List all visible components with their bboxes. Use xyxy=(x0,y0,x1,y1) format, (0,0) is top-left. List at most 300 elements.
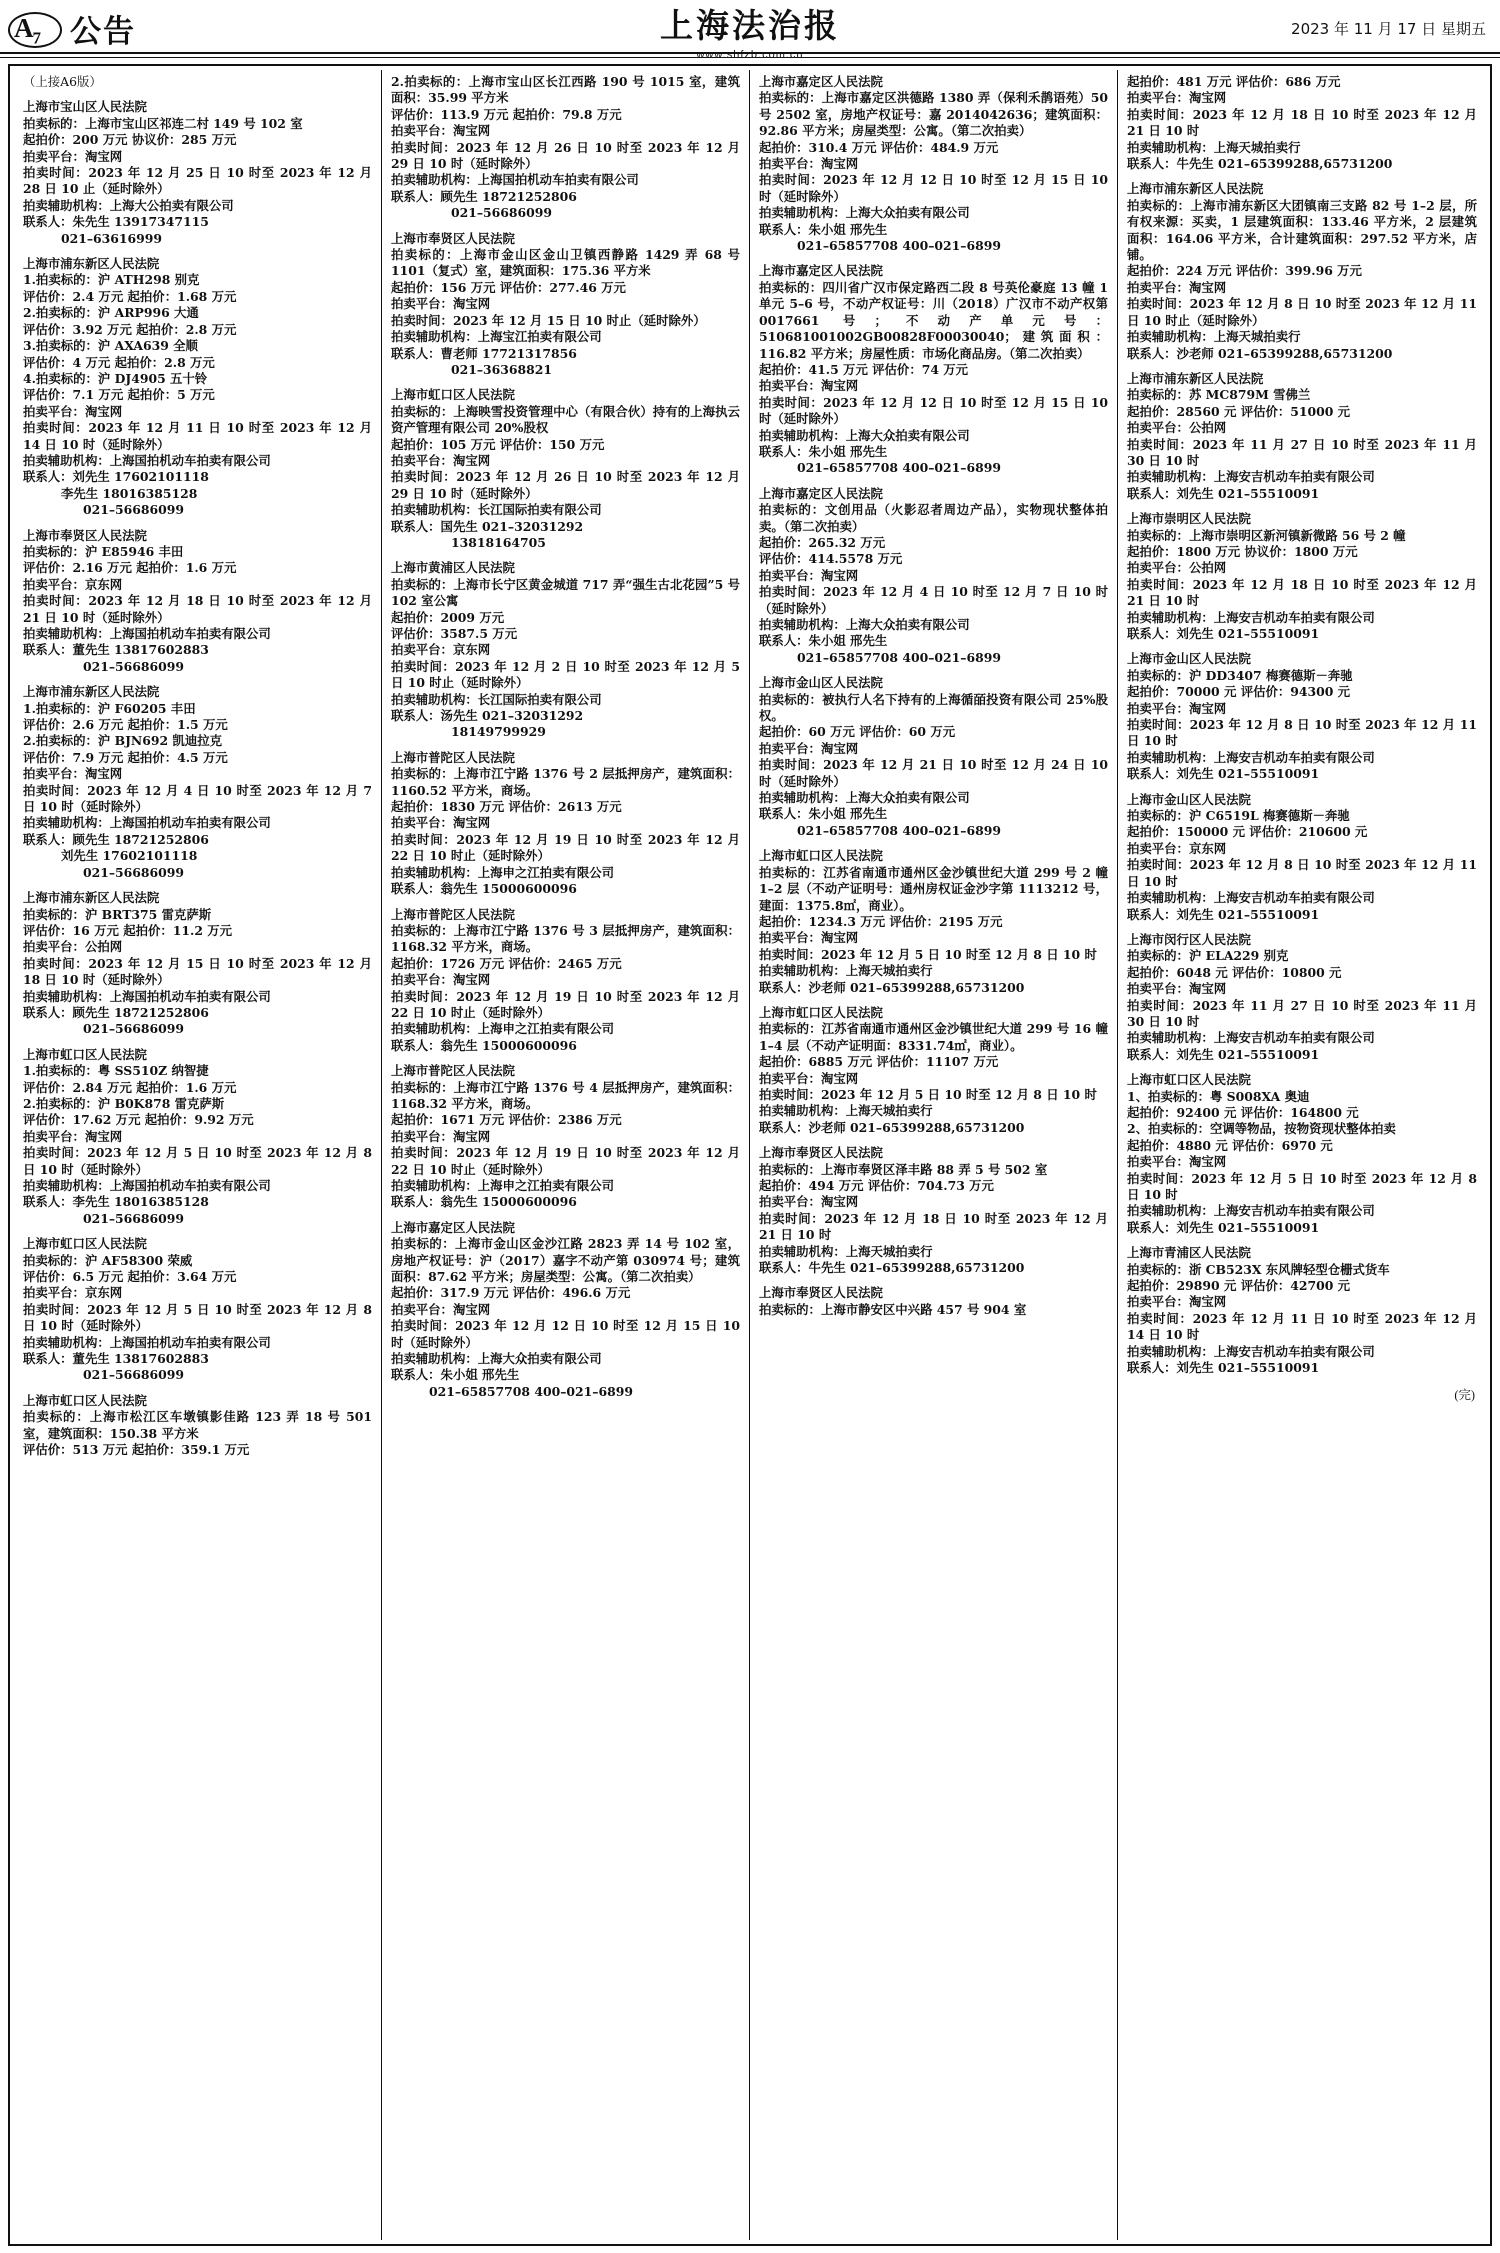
notice-line: 拍卖辅助机构：上海安吉机动车拍卖有限公司 xyxy=(1127,609,1375,625)
notice-line: 拍卖平台：淘宝网 xyxy=(391,452,491,468)
notice-column xyxy=(750,70,1118,2240)
notice-line: 拍卖辅助机构：上海申之江拍卖有限公司 xyxy=(391,1021,615,1037)
notice-line: 拍卖辅助机构：上海天城拍卖行 xyxy=(1127,329,1301,345)
notice-line: 拍卖平台：京东网 xyxy=(23,576,123,592)
notice-heading: 上海市普陀区人民法院 xyxy=(391,1063,515,1079)
notice-line: 拍卖辅助机构：上海国拍机动车拍卖有限公司 xyxy=(391,172,639,188)
notice-line: 拍卖时间：2023 年 12 月 21 日 10 时至 12 月 24 日 10 时（延时除外） xyxy=(759,757,1108,789)
auction-notice xyxy=(23,1047,372,1227)
notice-column xyxy=(14,70,382,2240)
notice-line: 拍卖平台：淘宝网 xyxy=(1127,981,1227,997)
notice-heading: 上海市虹口区人民法院 xyxy=(23,1392,147,1408)
notice-line: 评估价：2.4 万元 起拍价：1.68 万元 xyxy=(23,288,237,304)
notice-line: 拍卖辅助机构：上海大众拍卖有限公司 xyxy=(391,1351,602,1367)
notice-line: 拍卖辅助机构：上海国拍机动车拍卖有限公司 xyxy=(23,1178,271,1193)
notice-line: 1.拍卖标的：沪 F60205 丰田 xyxy=(23,700,196,716)
notice-line: 拍卖标的：四川省广汉市保定路西二段 8 号英伦豪庭 13 幢 1 单元 5–6 号，不动产权证号：川（2018）广汉市不动产权第 0017661 号；不动产单元号：510681001002GB00828F00030040；建筑面积：116.82 平方米；房屋性质：市场化商品房。（第二次拍卖） xyxy=(759,279,1108,361)
notice-line: 评估价：2.16 万元 起拍价：1.6 万元 xyxy=(23,560,237,576)
notice-line: 拍卖时间：2023 年 12 月 19 日 10 时至 2023 年 12 月 22 日 10 时止（延时除外） xyxy=(391,1145,740,1177)
notice-line: 拍卖标的：沪 AF58300 荣威 xyxy=(23,1252,193,1268)
notice-line: 拍卖平台：淘宝网 xyxy=(391,972,491,988)
notice-heading: 上海市闵行区人民法院 xyxy=(1127,931,1251,947)
notice-line: 评估价：2.84 万元 起拍价：1.6 万元 xyxy=(23,1079,237,1095)
notice-line: 拍卖标的：上海市金山区金沙江路 2823 弄 14 号 102 室，房地产权证号：沪（2017）嘉字不动产第 030974 号；建筑面积：87.62 平方米；房屋类型：公寓。（第二次拍卖） xyxy=(391,1236,740,1285)
notice-line: 拍卖时间：2023 年 12 月 12 日 10 时至 12 月 15 日 10 时（延时除外） xyxy=(759,394,1108,427)
notice-line: 拍卖时间：2023 年 12 月 11 日 10 时至 2023 年 12 月 14 日 10 时 xyxy=(1127,1310,1477,1343)
auction-notice xyxy=(391,560,740,740)
notice-line: 联系人：翁先生 15000600096 xyxy=(391,881,577,897)
paper-name: 上海法治报 xyxy=(660,6,840,45)
auction-notice xyxy=(1127,651,1477,782)
notice-line: 拍卖辅助机构：上海大众拍卖有限公司 xyxy=(759,205,970,221)
notice-line: 2.拍卖标的：沪 B0K878 雷克萨斯 xyxy=(23,1095,225,1111)
notice-line: 拍卖平台：淘宝网 xyxy=(759,1070,859,1086)
notice-line: 起拍价：29890 元 评估价：42700 元 xyxy=(1127,1278,1351,1294)
notice-line: 拍卖时间：2023 年 12 月 18 日 10 时至 2023 年 12 月 21 日 10 时 xyxy=(759,1210,1108,1243)
notice-line: 拍卖时间：2023 年 12 月 5 日 10 时至 12 月 8 日 10 时 xyxy=(759,946,1097,962)
notice-heading: 上海市奉贤区人民法院 xyxy=(23,527,147,543)
notice-line: 拍卖平台：淘宝网 xyxy=(1127,279,1227,295)
notice-line: 起拍价：105 万元 评估价：150 万元 xyxy=(391,436,605,452)
content-frame xyxy=(8,64,1492,2246)
notice-line: 拍卖辅助机构：长江国际拍卖有限公司 xyxy=(391,691,602,707)
notice-line: 起拍价：4880 元 评估价：6970 元 xyxy=(1127,1137,1333,1153)
notice-line: 18149799929 xyxy=(451,724,546,740)
notice-line: 拍卖平台：淘宝网 xyxy=(1127,700,1227,716)
notice-line: 起拍价：28560 元 评估价：51000 元 xyxy=(1127,403,1351,419)
notice-line: 联系人：国先生 021–32031292 xyxy=(391,518,584,534)
notice-line: 2、拍卖标的：空调等物品，按物资现状整体拍卖 xyxy=(1127,1121,1396,1137)
notice-heading: 上海市浦东新区人民法院 xyxy=(23,256,160,272)
masthead-left xyxy=(0,0,136,51)
notice-line: 评估价：3.92 万元 起拍价：2.8 万元 xyxy=(23,321,237,337)
notice-heading: 上海市金山区人民法院 xyxy=(1127,651,1251,667)
notice-heading: 上海市嘉定区人民法院 xyxy=(759,263,883,279)
auction-notice xyxy=(23,528,372,676)
notice-heading: 上海市嘉定区人民法院 xyxy=(391,1219,515,1235)
notice-heading: 上海市虹口区人民法院 xyxy=(391,387,515,403)
notice-line: 拍卖平台：公拍网 xyxy=(1127,560,1227,576)
notice-line: 拍卖辅助机构：上海申之江拍卖有限公司 xyxy=(391,864,615,880)
notice-line: 拍卖辅助机构：上海大众拍卖有限公司 xyxy=(759,790,970,806)
notice-line: 拍卖辅助机构：上海安吉机动车拍卖有限公司 xyxy=(1127,749,1375,765)
notice-line: 1.拍卖标的：沪 ATH298 别克 xyxy=(23,272,200,288)
notice-heading: 上海市嘉定区人民法院 xyxy=(759,485,883,501)
notice-line: 拍卖标的：江苏省南通市通州区金沙镇世纪大道 299 号 16 幢 1–4 层（不动产证明面：8331.74㎡，商业）。 xyxy=(759,1021,1108,1053)
notice-line: 拍卖标的：上海市松江区车墩镇影佳路 123 弄 18 号 501 室，建筑面积：150.38 平方米 xyxy=(23,1409,372,1441)
notice-line: 拍卖平台：京东网 xyxy=(23,1285,123,1301)
notice-line: 拍卖标的：浙 CB523X 东风牌轻型仓栅式货车 xyxy=(1127,1261,1390,1277)
notice-line: 起拍价：6048 元 评估价：10800 元 xyxy=(1127,964,1342,980)
auction-notice xyxy=(1127,181,1477,361)
notice-line: 拍卖平台：淘宝网 xyxy=(759,156,859,172)
notice-line: 李先生 18016385128 xyxy=(61,485,198,501)
auction-notice xyxy=(23,74,372,90)
notice-line: 起拍价：494 万元 评估价：704.73 万元 xyxy=(759,1178,994,1193)
issue-date: 2023 年 11 月 17 日 星期五 xyxy=(1291,20,1486,38)
notice-line: 拍卖平台：淘宝网 xyxy=(759,378,859,394)
notice-line: 拍卖辅助机构：上海天城拍卖行 xyxy=(759,963,933,979)
masthead-rule-thin xyxy=(0,57,1500,58)
notice-line: 拍卖标的：上海市嘉定区洪德路 1380 弄（保利禾鹊语苑）50 号 2502 室，房地产权证号：嘉 2014042636；建筑面积：92.86 平方米；房屋类型：公寓。（第二次拍卖） xyxy=(759,90,1108,139)
auction-notice xyxy=(759,848,1108,996)
notice-line: 拍卖平台：淘宝网 xyxy=(391,1128,491,1144)
notice-line: 拍卖标的：上海映雪投资管理中心（有限合伙）持有的上海执云资产管理有限公司 20%股权 xyxy=(391,403,740,436)
notice-line: 拍卖时间：2023 年 12 月 4 日 10 时至 2023 年 12 月 7 日 10 时（延时除外） xyxy=(23,782,372,815)
notice-line: 联系人：董先生 13817602883 xyxy=(23,642,209,658)
notice-line: 评估价：7.1 万元 起拍价：5 万元 xyxy=(23,387,215,403)
notice-line: 13818164705 xyxy=(451,534,546,550)
auction-notice xyxy=(1127,74,1477,172)
notice-line: 评估价：6.5 万元 起拍价：3.64 万元 xyxy=(23,1269,237,1285)
notice-line: 拍卖辅助机构：上海国拍机动车拍卖有限公司 xyxy=(23,626,271,641)
notice-line: 拍卖平台：京东网 xyxy=(391,642,491,658)
notice-heading: 上海市虹口区人民法院 xyxy=(23,1236,147,1252)
notice-line: 拍卖标的：上海市江宁路 1376 号 3 层抵押房产，建筑面积：1168.32 平方米，商场。 xyxy=(391,922,740,955)
notice-line: 021–56686099 xyxy=(451,205,553,221)
notice-heading: 上海市金山区人民法院 xyxy=(1127,791,1251,807)
notice-line: 拍卖辅助机构：上海国拍机动车拍卖有限公司 xyxy=(23,1334,271,1350)
notice-line: 拍卖平台：淘宝网 xyxy=(23,1128,123,1144)
notice-line: 起拍价：1830 万元 评估价：2613 万元 xyxy=(391,799,622,815)
masthead xyxy=(0,0,1500,62)
notice-line: 联系人：朱小姐 邢先生 xyxy=(759,221,888,237)
auction-notice xyxy=(759,1285,1108,1318)
notice-heading: 上海市金山区人民法院 xyxy=(759,675,883,691)
notice-line: 联系人：刘先生 021–55510091 xyxy=(1127,1219,1320,1235)
notice-line: 拍卖时间：2023 年 12 月 2 日 10 时至 2023 年 12 月 5 日 10 时止（延时除外） xyxy=(391,658,740,691)
notice-heading: 上海市黄浦区人民法院 xyxy=(391,560,515,576)
notice-line: 021–65857708 400–021–6899 xyxy=(797,649,1001,665)
notice-heading: 上海市浦东新区人民法院 xyxy=(1127,181,1264,197)
notice-line: 拍卖标的：上海市江宁路 1376 号 2 层抵押房产，建筑面积：1160.52 平方米，商场。 xyxy=(391,766,740,798)
notice-line: 拍卖辅助机构：上海大众拍卖有限公司 xyxy=(759,427,970,443)
notice-line: 起拍价：310.4 万元 评估价：484.9 万元 xyxy=(759,139,999,155)
notice-line: 评估价：2.6 万元 起拍价：1.5 万元 xyxy=(23,717,228,733)
auction-notice xyxy=(1127,371,1477,502)
notice-line: 3.拍卖标的：沪 AXA639 全顺 xyxy=(23,338,198,354)
notice-line: 拍卖时间：2023 年 12 月 5 日 10 时至 2023 年 12 月 8 日 10 时 xyxy=(1127,1170,1477,1202)
notice-line: 评估价：113.9 万元 起拍价：79.8 万元 xyxy=(391,106,622,122)
auction-notice xyxy=(1127,932,1477,1063)
notice-line: 评估价：414.5578 万元 xyxy=(759,551,903,567)
auction-notice xyxy=(759,74,1108,254)
notice-line: 联系人：顾先生 18721252806 xyxy=(23,1004,209,1020)
notice-line: 拍卖平台：淘宝网 xyxy=(1127,90,1227,106)
notice-line: 联系人：刘先生 021–55510091 xyxy=(1127,485,1320,501)
badge-digit: 7 xyxy=(32,27,40,47)
notice-line: 拍卖辅助机构：上海安吉机动车拍卖有限公司 xyxy=(1127,1030,1375,1046)
notice-line: 拍卖辅助机构：长江国际拍卖有限公司 xyxy=(391,502,602,518)
auction-notice xyxy=(1127,511,1477,642)
notice-line: 联系人：沙老师 021–65399288,65731200 xyxy=(1127,345,1393,361)
notice-line: 起拍价：1726 万元 评估价：2465 万元 xyxy=(391,955,622,971)
notice-line: 021–65857708 400–021–6899 xyxy=(797,822,1001,838)
notice-line: 刘先生 17602101118 xyxy=(61,848,198,864)
notice-line: 拍卖辅助机构：上海大公拍卖有限公司 xyxy=(23,197,234,213)
auction-notice xyxy=(23,1236,372,1384)
notice-line: 拍卖时间：2023 年 12 月 15 日 10 时至 2023 年 12 月 18 日 10 时（延时除外） xyxy=(23,955,372,988)
notice-line: 拍卖标的：上海市静安区中兴路 457 号 904 室 xyxy=(759,1301,1027,1317)
notice-line: 021–56686099 xyxy=(83,1367,185,1383)
notice-line: 拍卖辅助机构：上海天城拍卖行 xyxy=(1127,139,1301,155)
notice-line: 拍卖平台：淘宝网 xyxy=(1127,1154,1227,1170)
masthead-rule xyxy=(0,52,1500,54)
notice-line: 拍卖时间：2023 年 12 月 8 日 10 时至 2023 年 12 月 11 日 10 时 xyxy=(1127,717,1477,749)
auction-notice xyxy=(391,1220,740,1400)
notice-line: 联系人：牛先生 021–65399288,65731200 xyxy=(759,1260,1025,1276)
notice-line: 拍卖辅助机构：上海安吉机动车拍卖有限公司 xyxy=(1127,890,1375,906)
notice-line: 拍卖辅助机构：上海国拍机动车拍卖有限公司 xyxy=(23,452,271,468)
notice-heading: 上海市虹口区人民法院 xyxy=(23,1046,147,1062)
notice-line: 021–56686099 xyxy=(83,864,185,880)
notice-line: 拍卖辅助机构：上海国拍机动车拍卖有限公司 xyxy=(23,988,271,1004)
notice-line: 起拍价：224 万元 评估价：399.96 万元 xyxy=(1127,263,1362,279)
notice-line: 021–36368821 xyxy=(451,361,553,377)
notice-line: 拍卖标的：上海市奉贤区泽丰路 88 弄 5 号 502 室 xyxy=(759,1161,1048,1177)
notice-line: 拍卖辅助机构：上海天城拍卖行 xyxy=(759,1243,933,1259)
notice-line: 拍卖标的：沪 BRT375 雷克萨斯 xyxy=(23,906,212,922)
end-mark: (完) xyxy=(1454,1388,1475,1403)
notice-heading: 上海市普陀区人民法院 xyxy=(391,906,515,922)
notice-line: 拍卖标的：上海市江宁路 1376 号 4 层抵押房产，建筑面积：1168.32 平方米，商场。 xyxy=(391,1079,740,1111)
notice-line: 021–65857708 400–021–6899 xyxy=(429,1383,633,1399)
auction-notice xyxy=(759,263,1108,476)
notice-line: 起拍价：92400 元 评估价：164800 元 xyxy=(1127,1104,1359,1120)
auction-notice xyxy=(759,1145,1108,1276)
section-title: 公告 xyxy=(70,14,136,50)
notice-line: 拍卖辅助机构：上海国拍机动车拍卖有限公司 xyxy=(23,815,271,831)
notice-line: 拍卖时间：2023 年 12 月 18 日 10 时至 2023 年 12 月 21 日 10 时 xyxy=(1127,106,1477,139)
notice-line: 021–63616999 xyxy=(61,230,163,246)
notice-line: 起拍价：200 万元 协议价：285 万元 xyxy=(23,132,237,148)
notice-line: 拍卖标的：沪 DD3407 梅赛德斯－奔驰 xyxy=(1127,667,1353,683)
notice-line: 起拍价：150000 元 评估价：210600 元 xyxy=(1127,824,1368,840)
notice-heading: 上海市浦东新区人民法院 xyxy=(23,890,160,906)
notice-line: 拍卖时间：2023 年 11 月 27 日 10 时至 2023 年 11 月 30 日 10 时 xyxy=(1127,436,1477,468)
notice-line: 拍卖标的：沪 E85946 丰田 xyxy=(23,543,184,559)
notice-line: 拍卖平台：淘宝网 xyxy=(391,123,491,139)
notice-heading: 上海市普陀区人民法院 xyxy=(391,749,515,765)
auction-notice xyxy=(23,1393,372,1459)
notice-line: 拍卖辅助机构：上海天城拍卖行 xyxy=(759,1103,933,1119)
notice-heading: 上海市奉贤区人民法院 xyxy=(759,1145,883,1161)
notice-line: 2.拍卖标的：沪 ARP996 大通 xyxy=(23,305,199,321)
notice-line: 拍卖平台：公拍网 xyxy=(23,939,123,955)
notice-line: 起拍价：1671 万元 评估价：2386 万元 xyxy=(391,1112,622,1128)
notice-line: 拍卖时间：2023 年 12 月 18 日 10 时至 2023 年 12 月 21 日 10 时 xyxy=(1127,576,1477,609)
notice-line: 拍卖时间：2023 年 12 月 12 日 10 时至 12 月 15 日 10 时（延时除外） xyxy=(759,172,1108,204)
notice-line: 拍卖时间：2023 年 12 月 4 日 10 时至 12 月 7 日 10 时（延时除外） xyxy=(759,584,1108,616)
notice-line: 拍卖平台：淘宝网 xyxy=(1127,1294,1227,1310)
notice-line: 拍卖时间：2023 年 12 月 8 日 10 时至 2023 年 12 月 11 日 10 时 xyxy=(1127,857,1477,889)
notice-line: 拍卖辅助机构：上海安吉机动车拍卖有限公司 xyxy=(1127,1203,1375,1219)
notice-line: 拍卖时间：2023 年 12 月 25 日 10 时至 2023 年 12 月 28 日 10 止（延时除外） xyxy=(23,165,372,197)
notice-line: 评估价：17.62 万元 起拍价：9.92 万元 xyxy=(23,1112,254,1128)
notice-line: 021–56686099 xyxy=(83,502,185,518)
auction-notice xyxy=(391,74,740,222)
notice-heading: 上海市青浦区人民法院 xyxy=(1127,1245,1251,1261)
notice-line: 2.拍卖标的：沪 BJN692 凯迪拉克 xyxy=(23,733,222,749)
notice-line: 拍卖平台：淘宝网 xyxy=(391,815,491,831)
notice-line: 拍卖标的：沪 ELA229 别克 xyxy=(1127,948,1289,964)
auction-notice xyxy=(391,1063,740,1211)
notice-line: 拍卖时间：2023 年 12 月 12 日 10 时至 12 月 15 日 10 时（延时除外） xyxy=(391,1318,740,1350)
notice-line: 拍卖标的：被执行人名下持有的上海循皕投资有限公司 25%股权。 xyxy=(759,691,1108,724)
notice-line: 起拍价：1800 万元 协议价：1800 万元 xyxy=(1127,543,1358,559)
notice-heading: 上海市浦东新区人民法院 xyxy=(23,684,160,700)
notice-line: 联系人：董先生 13817602883 xyxy=(23,1351,209,1367)
auction-notice xyxy=(759,675,1108,839)
notice-heading: （上接A6版） xyxy=(23,74,102,89)
notice-line: 拍卖时间：2023 年 12 月 5 日 10 时至 2023 年 12 月 8 日 10 时（延时除外） xyxy=(23,1301,372,1334)
notice-line: 起拍价：60 万元 评估价：60 万元 xyxy=(759,724,956,740)
notice-line: 拍卖辅助机构：上海大众拍卖有限公司 xyxy=(759,617,970,632)
notice-line: 起拍价：41.5 万元 评估价：74 万元 xyxy=(759,361,969,377)
notice-line: 联系人：刘先生 021–55510091 xyxy=(1127,1046,1320,1062)
notice-line: 起拍价：156 万元 评估价：277.46 万元 xyxy=(391,279,626,295)
notice-heading: 2.拍卖标的：上海市宝山区长江西路 190 号 1015 室，建筑面积：35.99 平方米 xyxy=(391,74,740,106)
notice-line: 拍卖辅助机构：上海安吉机动车拍卖有限公司 xyxy=(1127,469,1375,485)
notice-line: 1.拍卖标的：粤 SS510Z 纳智捷 xyxy=(23,1063,209,1079)
notice-heading: 上海市崇明区人民法院 xyxy=(1127,511,1251,527)
notice-line: 起拍价：265.32 万元 xyxy=(759,534,886,550)
notice-line: 拍卖时间：2023 年 12 月 26 日 10 时至 2023 年 12 月 29 日 10 时（延时除外） xyxy=(391,139,740,172)
notice-line: 拍卖标的：上海市浦东新区大团镇南三支路 82 号 1–2 层，所有权来源：买卖，1 层建筑面积：133.46 平方米，2 层建筑面积：164.06 平方米，合计建筑面积：297.52 平方米，店铺。 xyxy=(1127,197,1477,263)
notice-line: 拍卖平台：淘宝网 xyxy=(759,567,859,583)
paper-url: www.shfzb.com.cn xyxy=(696,49,804,61)
notice-line: 拍卖平台：淘宝网 xyxy=(759,1194,859,1210)
notice-heading: 上海市奉贤区人民法院 xyxy=(391,230,515,246)
notice-line: 联系人：刘先生 021–55510091 xyxy=(1127,626,1320,641)
notice-line: 拍卖标的：江苏省南通市通州区金沙镇世纪大道 299 号 2 幢 1–2 层（不动产证明号：通州房权证金沙字第 1113212 号，建面：1375.8㎡，商业）。 xyxy=(759,864,1108,913)
notice-line: 评估价：4 万元 起拍价：2.8 万元 xyxy=(23,354,215,370)
notice-line: 联系人：刘先生 021–55510091 xyxy=(1127,906,1320,922)
badge-letter: A xyxy=(14,12,33,43)
notice-line: 拍卖辅助机构：上海宝江拍卖有限公司 xyxy=(391,329,602,345)
notice-line: 拍卖平台：淘宝网 xyxy=(391,1301,491,1317)
notice-heading: 上海市虹口区人民法院 xyxy=(759,1004,883,1020)
notice-line: 联系人：牛先生 021–65399288,65731200 xyxy=(1127,156,1393,172)
notice-line: 拍卖时间：2023 年 12 月 26 日 10 时至 2023 年 12 月 29 日 10 时（延时除外） xyxy=(391,469,740,501)
column-container xyxy=(14,70,1486,2240)
notice-heading: 上海市虹口区人民法院 xyxy=(759,848,883,864)
notice-line: 拍卖平台：京东网 xyxy=(1127,840,1227,856)
auction-notice xyxy=(391,387,740,551)
page-number-badge xyxy=(8,8,60,48)
notice-line: 联系人：刘先生 021–55510091 xyxy=(1127,1360,1320,1376)
notice-line: 联系人：朱先生 13917347115 xyxy=(23,214,209,230)
notice-line: 拍卖时间：2023 年 12 月 19 日 10 时至 2023 年 12 月 22 日 10 时止（延时除外） xyxy=(391,988,740,1020)
notice-line: 拍卖时间：2023 年 12 月 11 日 10 时至 2023 年 12 月 14 日 10 时（延时除外） xyxy=(23,420,372,452)
notice-line: 起拍价：1234.3 万元 评估价：2195 万元 xyxy=(759,913,1003,929)
notice-column xyxy=(1118,70,1486,2240)
auction-notice xyxy=(1127,792,1477,923)
notice-heading: 上海市嘉定区人民法院 xyxy=(759,74,883,89)
notice-line: 联系人：刘先生 17602101118 xyxy=(23,469,209,485)
notice-line: 拍卖标的：上海市金山区金山卫镇西静路 1429 弄 68 号 1101（复式）室，建筑面积：175.36 平方米 xyxy=(391,247,740,279)
auction-notice xyxy=(759,486,1108,666)
auction-notice xyxy=(23,99,372,247)
notice-line: 021–56686099 xyxy=(83,658,185,674)
notice-line: 评估价：3587.5 万元 xyxy=(391,626,518,641)
notice-line: 拍卖平台：淘宝网 xyxy=(391,296,491,312)
notice-line: 联系人：沙老师 021–65399288,65731200 xyxy=(759,1119,1025,1135)
notice-line: 拍卖平台：淘宝网 xyxy=(23,766,123,782)
notice-line: 拍卖平台：淘宝网 xyxy=(23,403,123,419)
notice-line: 021–56686099 xyxy=(83,1021,185,1037)
notice-line: 拍卖标的：苏 MC879M 雪佛兰 xyxy=(1127,387,1311,403)
auction-notice xyxy=(391,231,740,379)
auction-notice xyxy=(391,907,740,1055)
notice-line: 1、拍卖标的：粤 S008XA 奥迪 xyxy=(1127,1088,1310,1104)
notice-line: 起拍价：70000 元 评估价：94300 元 xyxy=(1127,684,1351,700)
notice-line: 拍卖平台：淘宝网 xyxy=(759,930,859,946)
notice-heading: 上海市虹口区人民法院 xyxy=(1127,1072,1251,1088)
notice-line: 评估价：7.9 万元 起拍价：4.5 万元 xyxy=(23,749,228,765)
notice-line: 拍卖辅助机构：上海安吉机动车拍卖有限公司 xyxy=(1127,1343,1375,1359)
notice-line: 拍卖标的：上海市长宁区黄金城道 717 弄“强生古北花园”5 号 102 室公寓 xyxy=(391,576,740,609)
notice-line: 评估价：513 万元 起拍价：359.1 万元 xyxy=(23,1442,250,1458)
notice-line: 拍卖时间：2023 年 12 月 5 日 10 时至 12 月 8 日 10 时 xyxy=(759,1086,1097,1102)
badge-text xyxy=(14,13,40,48)
notice-line: 联系人：汤先生 021–32031292 xyxy=(391,708,584,724)
notice-line: 联系人：沙老师 021–65399288,65731200 xyxy=(759,979,1025,995)
notice-line: 拍卖标的：文创用品（火影忍者周边产品），实物现状整体拍卖。（第二次拍卖） xyxy=(759,502,1108,534)
auction-notice xyxy=(23,890,372,1038)
notice-line: 联系人：翁先生 15000600096 xyxy=(391,1037,577,1053)
notice-line: 起拍价：317.9 万元 评估价：496.6 万元 xyxy=(391,1285,631,1301)
auction-notice xyxy=(1127,1245,1477,1376)
notice-line: 拍卖标的：沪 C6519L 梅赛德斯－奔驰 xyxy=(1127,808,1350,824)
notice-line: 联系人：朱小姐 邢先生 xyxy=(759,806,888,822)
auction-notice xyxy=(759,1005,1108,1136)
notice-line: 拍卖时间：2023 年 12 月 5 日 10 时至 2023 年 12 月 8 日 10 时（延时除外） xyxy=(23,1145,372,1177)
notice-line: 021–56686099 xyxy=(83,1210,185,1226)
notice-line: 拍卖平台：淘宝网 xyxy=(759,740,859,756)
notice-column xyxy=(382,70,750,2240)
auction-notice xyxy=(391,750,740,898)
notice-line: 拍卖时间：2023 年 12 月 19 日 10 时至 2023 年 12 月 22 日 10 时止（延时除外） xyxy=(391,831,740,864)
notice-line: 联系人：朱小姐 邢先生 xyxy=(759,443,888,459)
auction-notice xyxy=(23,256,372,519)
notice-line: 联系人：刘先生 021–55510091 xyxy=(1127,766,1320,782)
notice-line: 拍卖平台：淘宝网 xyxy=(23,148,123,164)
notice-heading: 上海市浦东新区人民法院 xyxy=(1127,370,1264,386)
auction-notice xyxy=(1127,1072,1477,1236)
notice-heading: 起拍价：481 万元 评估价：686 万元 xyxy=(1127,74,1341,89)
notice-heading: 上海市奉贤区人民法院 xyxy=(759,1285,883,1301)
notice-line: 联系人：朱小姐 邢先生 xyxy=(391,1367,520,1383)
notice-line: 4.拍卖标的：沪 DJ4905 五十铃 xyxy=(23,370,208,386)
notice-line: 021–65857708 400–021–6899 xyxy=(797,238,1001,254)
notice-line: 021–65857708 400–021–6899 xyxy=(797,460,1001,476)
notice-line: 拍卖时间：2023 年 11 月 27 日 10 时至 2023 年 11 月 30 日 10 时 xyxy=(1127,997,1477,1029)
notice-line: 拍卖时间：2023 年 12 月 18 日 10 时至 2023 年 12 月 21 日 10 时（延时除外） xyxy=(23,593,372,625)
notice-line: 拍卖平台：公拍网 xyxy=(1127,420,1227,436)
notice-line: 联系人：顾先生 18721252806 xyxy=(391,188,577,204)
auction-notice xyxy=(23,684,372,881)
notice-line: 起拍价：6885 万元 评估价：11107 万元 xyxy=(759,1054,999,1070)
notice-line: 拍卖标的：上海市宝山区祁连二村 149 号 102 室 xyxy=(23,115,303,131)
notice-line: 评估价：16 万元 起拍价：11.2 万元 xyxy=(23,922,233,938)
notice-line: 联系人：曹老师 17721317856 xyxy=(391,345,577,361)
notice-line: 联系人：李先生 18016385128 xyxy=(23,1194,209,1210)
notice-line: 起拍价：2009 万元 xyxy=(391,609,505,625)
notice-line: 拍卖时间：2023 年 12 月 15 日 10 时止（延时除外） xyxy=(391,312,706,328)
notice-line: 拍卖标的：上海市崇明区新河镇新微路 56 号 2 幢 xyxy=(1127,527,1406,543)
notice-line: 拍卖辅助机构：上海申之江拍卖有限公司 xyxy=(391,1178,615,1193)
